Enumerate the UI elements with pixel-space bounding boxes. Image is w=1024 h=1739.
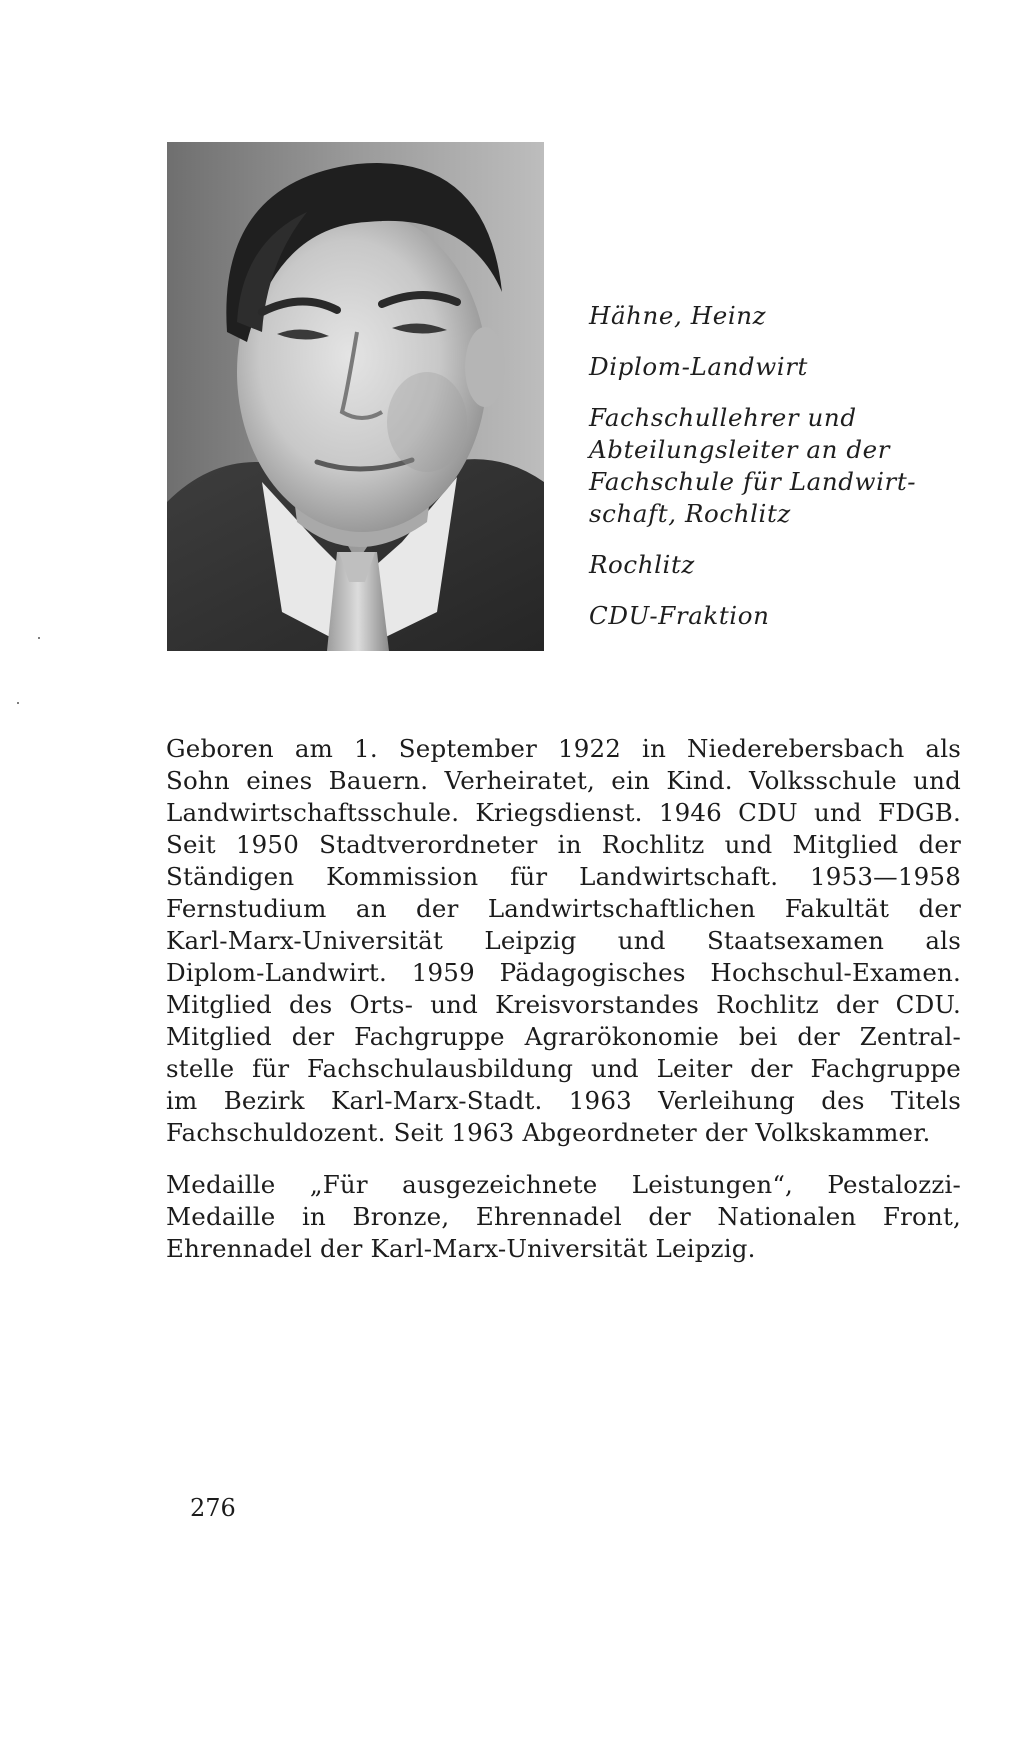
bio-line: im Bezirk Karl-Marx-Stadt. 1963 Verleihung des Titels bbox=[166, 1086, 961, 1115]
bio-line: Fachschuldozent. Seit 1963 Abgeordneter der Volkskammer. bbox=[166, 1118, 931, 1147]
awards-line: Medaille „Für ausgezeichnete Leistungen“, Pestalozzi- bbox=[166, 1170, 961, 1199]
bio-line: Mitglied des Orts- und Kreisvorstandes Rochlitz der CDU. bbox=[166, 990, 961, 1019]
bio-line: Diplom-Landwirt. 1959 Pädagogisches Hochschul-Examen. bbox=[166, 958, 961, 987]
bio-line: stelle für Fachschulausbildung und Leiter der Fachgruppe bbox=[166, 1054, 961, 1083]
bio-line: Karl-Marx-Universität Leipzig und Staatsexamen als bbox=[166, 926, 961, 955]
person-faction: CDU-Fraktion bbox=[589, 601, 770, 630]
print-speck bbox=[17, 702, 19, 704]
bio-line: Landwirtschaftsschule. Kriegsdienst. 1946 CDU und FDGB. bbox=[166, 798, 961, 827]
position-line: Abteilungsleiter an der bbox=[589, 435, 891, 464]
person-name: Hähne, Heinz bbox=[589, 301, 767, 330]
person-header bbox=[589, 300, 989, 632]
person-position bbox=[589, 402, 989, 530]
awards-paragraph bbox=[166, 1169, 961, 1265]
position-line: Fachschullehrer und bbox=[589, 403, 857, 432]
portrait-image bbox=[167, 142, 544, 651]
bio-line: Mitglied der Fachgruppe Agrarökonomie bei der Zentral- bbox=[166, 1022, 961, 1051]
bio-line: Fernstudium an der Landwirtschaftlichen Fakultät der bbox=[166, 894, 961, 923]
bio-line: Geboren am 1. September 1922 in Niederebersbach als bbox=[166, 734, 961, 763]
position-line: schaft, Rochlitz bbox=[589, 499, 791, 528]
bio-line: Sohn eines Bauern. Verheiratet, ein Kind. Volksschule und bbox=[166, 766, 961, 795]
portrait-photo bbox=[167, 142, 544, 651]
person-constituency: Rochlitz bbox=[589, 550, 695, 579]
bio-line: Ständigen Kommission für Landwirtschaft. 1953—1958 bbox=[166, 862, 961, 891]
print-speck bbox=[38, 637, 40, 639]
position-line: Fachschule für Landwirt- bbox=[589, 467, 917, 496]
awards-line: Ehrennadel der Karl-Marx-Universität Leipzig. bbox=[166, 1234, 756, 1263]
awards-line: Medaille in Bronze, Ehrennadel der Nationalen Front, bbox=[166, 1202, 961, 1231]
bio-line: Seit 1950 Stadtverordneter in Rochlitz und Mitglied der bbox=[166, 830, 961, 859]
biography-paragraph bbox=[166, 733, 961, 1149]
page-number: 276 bbox=[190, 1494, 236, 1522]
person-degree: Diplom-Landwirt bbox=[589, 352, 808, 381]
